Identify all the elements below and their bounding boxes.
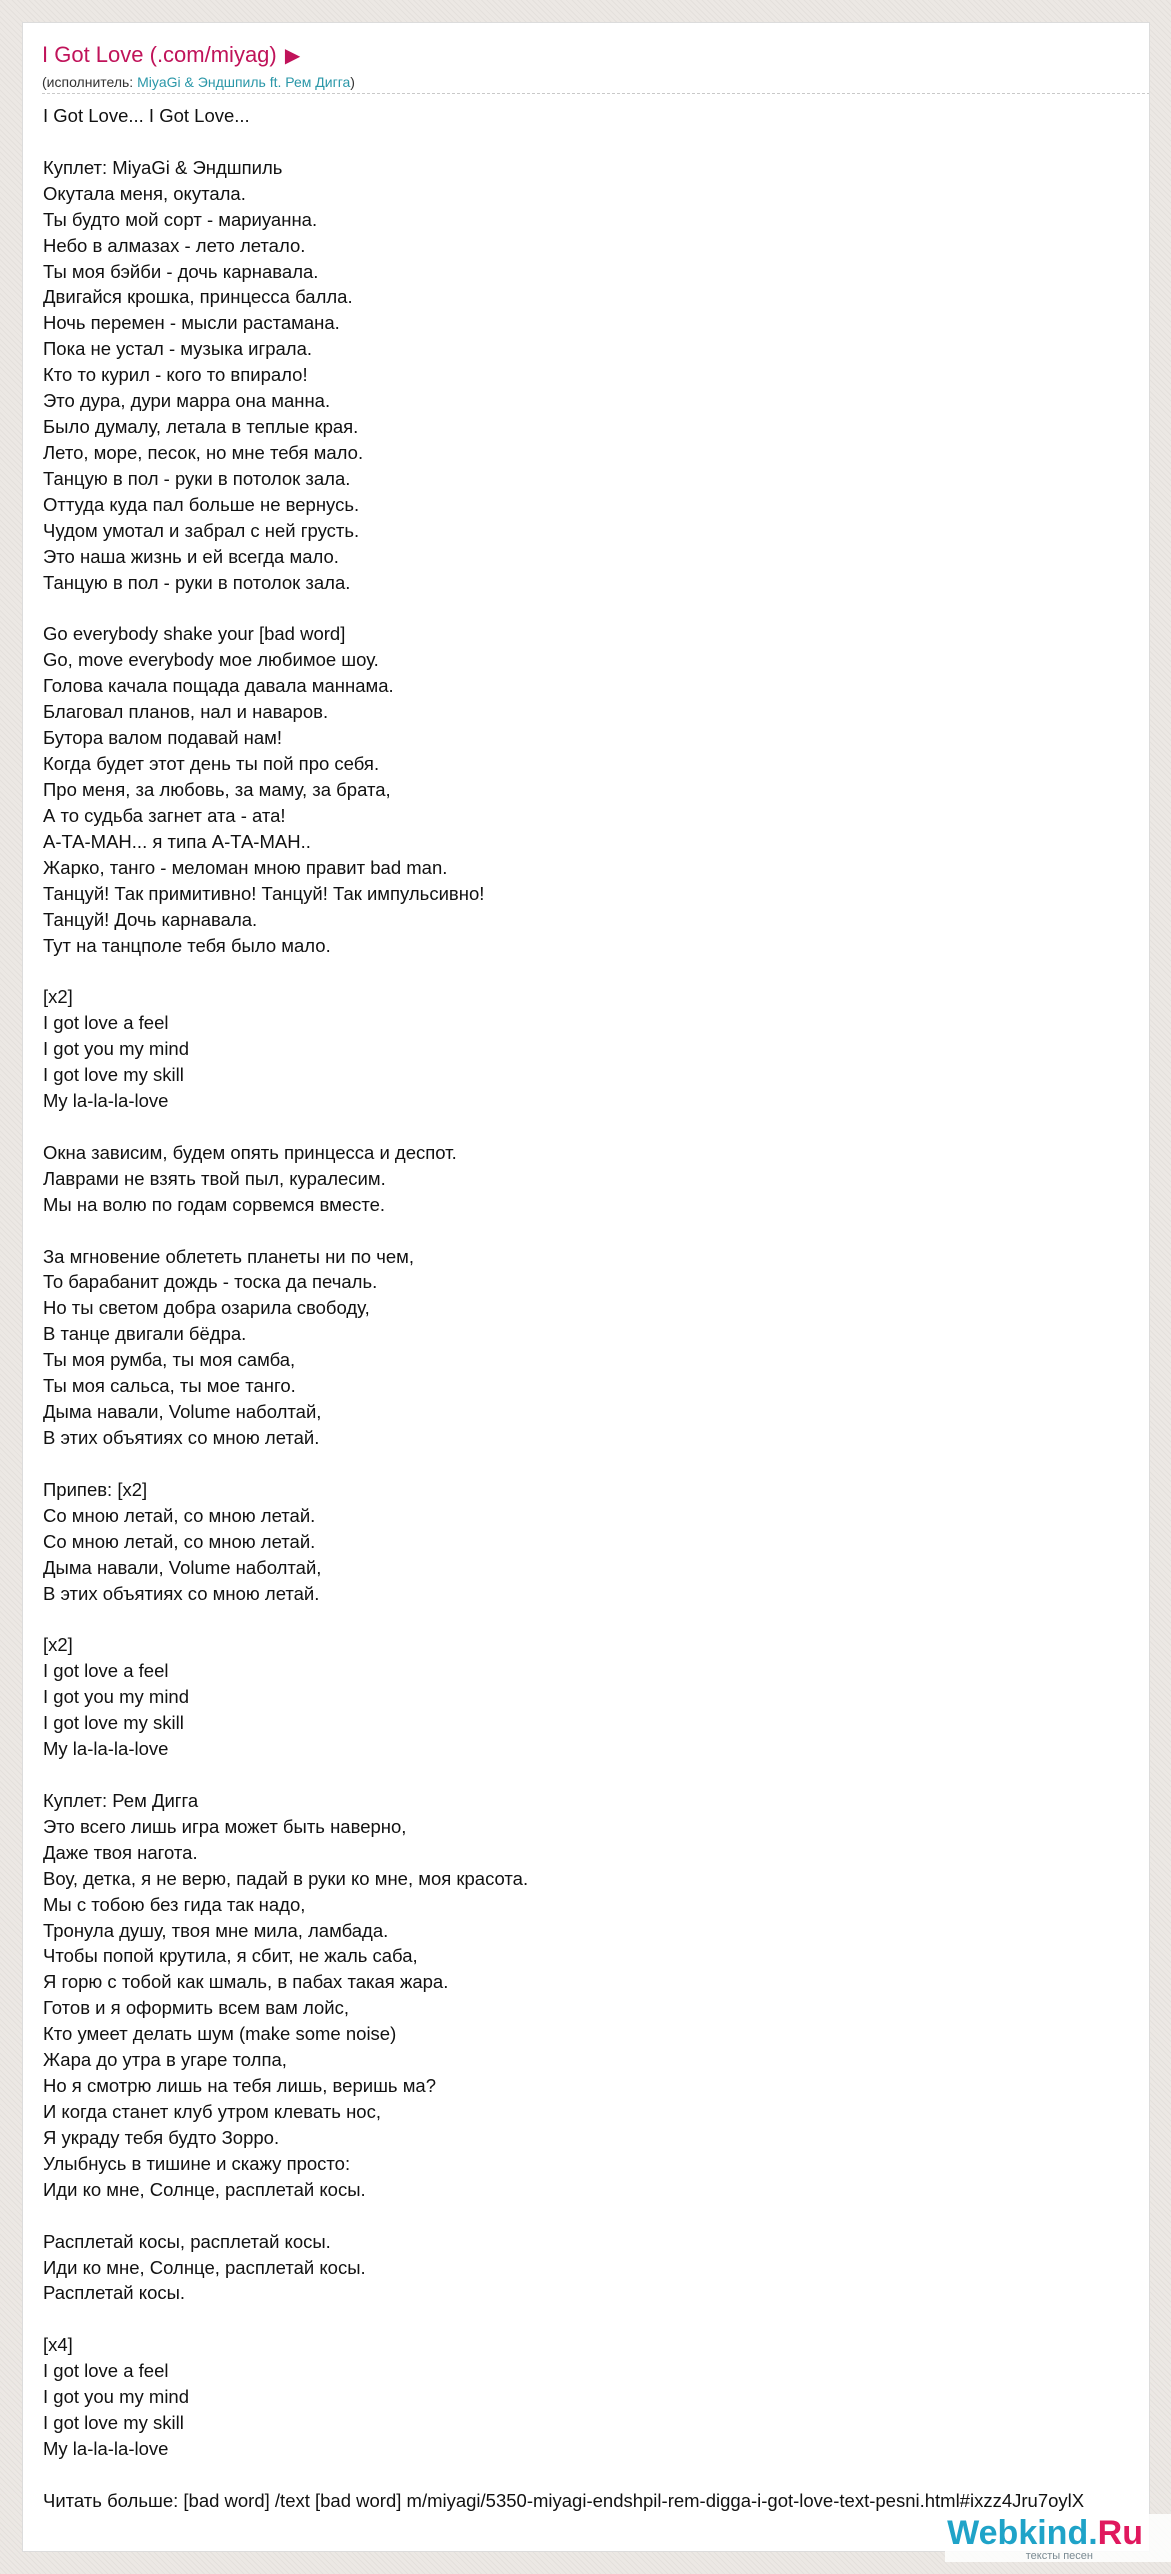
lyric-line: Танцуй! Так примитивно! Танцуй! Так импульсивно! <box>43 882 485 904</box>
lyric-line: [x2] <box>43 1634 73 1656</box>
lyric-line: В этих объятиях со мною летай. <box>43 1582 320 1604</box>
song-title-text[interactable]: I Got Love (.com/miyag) <box>42 42 277 67</box>
lyric-line: Дыма навали, Volume наболтай, <box>43 1401 322 1423</box>
lyric-line: Было думалу, летала в теплые края. <box>43 416 359 438</box>
watermark-logo <box>947 2514 1143 2552</box>
lyric-line: Со мною летай, со мною летай. <box>43 1504 316 1526</box>
lyric-line: I Got Love... I Got Love... <box>43 105 250 126</box>
lyric-line: В танце двигали бёдра. <box>43 1323 247 1345</box>
lyric-line: I got love a feel <box>43 1660 169 1682</box>
lyric-line: Но ты светом добра озарила свободу, <box>43 1297 370 1319</box>
lyric-line: Мы на волю по годам сорвемся вместе. <box>43 1193 386 1215</box>
lyric-line: Лето, море, песок, но мне тебя мало. <box>43 441 364 463</box>
lyric-line: My la-la-la-love <box>43 2437 169 2459</box>
lyric-line: Go, move everybody мое любимое шоу. <box>43 649 379 671</box>
lyric-line: Я горю с тобой как шмаль, в пабах такая жара. <box>43 1971 449 1993</box>
lyric-line: Расплетай косы. <box>43 2282 186 2304</box>
lyric-line: Припев: [x2] <box>43 1478 148 1500</box>
lyric-line: Дыма навали, Volume наболтай, <box>43 1556 322 1578</box>
lyric-line: А-ТА-МАН... я типа А-ТА-МАН.. <box>43 830 311 852</box>
lyric-line: Небо в алмазах - лето летало. <box>43 234 306 256</box>
lyrics-card <box>22 22 1150 2552</box>
lyric-line: Бутора валом подавай нам! <box>43 727 283 749</box>
song-title[interactable] <box>42 41 300 70</box>
lyric-line: [x4] <box>43 2334 73 2356</box>
lyric-line: И когда станет клуб утром клевать нос, <box>43 2100 381 2122</box>
performer-line <box>42 73 355 91</box>
lyric-line: Ты будто мой сорт - мариуанна. <box>43 208 318 230</box>
lyric-line: За мгновение облететь планеты ни по чем, <box>43 1245 415 1267</box>
lyric-line: Кто умеет делать шум (make some noise) <box>43 2023 397 2045</box>
lyric-line: Пока не устал - музыка играла. <box>43 338 313 360</box>
lyric-line: Расплетай косы, расплетай косы. <box>43 2230 331 2252</box>
lyric-line: I got you my mind <box>43 1038 190 1060</box>
lyric-line: Мы с тобою без гида так надо, <box>43 1893 306 1915</box>
lyric-line: Лаврами не взять твой пыл, куралесим. <box>43 1167 386 1189</box>
watermark-tld: Ru <box>1097 2514 1143 2552</box>
lyric-line: Воу, детка, я не верю, падай в руки ко мне, моя красота. <box>43 1867 529 1889</box>
lyric-line: Читать больше: [bad word] /text [bad word] m/miyagi/5350-miyagi-endshpil-rem-digga-i-got-love-text-pesni.html#ixzz4Jru7oylX <box>43 2489 1085 2511</box>
lyric-line: Go everybody shake your [bad word] <box>43 623 346 645</box>
lyric-line: My la-la-la-love <box>43 1738 169 1760</box>
lyric-line: Это дура, дури марра она манна. <box>43 390 331 412</box>
lyric-line: I got love my skill <box>43 1064 184 1086</box>
lyric-line: Но я смотрю лишь на тебя лишь, веришь ма? <box>43 2075 436 2097</box>
lyric-line: Ты моя румба, ты моя самба, <box>43 1349 296 1371</box>
watermark-brand: Webkind <box>947 2514 1089 2552</box>
lyric-line: Даже твоя нагота. <box>43 1841 198 1863</box>
lyric-line: Тут на танцполе тебя было мало. <box>43 934 331 956</box>
lyric-line: Ты моя сальса, ты мое танго. <box>43 1375 296 1397</box>
lyric-line: Голова качала пощада давала маннама. <box>43 675 394 697</box>
play-icon[interactable]: ▶ <box>284 45 301 67</box>
lyric-line: Окна зависим, будем опять принцесса и деспот. <box>43 1141 457 1163</box>
lyrics-text <box>43 103 1084 2514</box>
lyric-line: Жара до утра в угаре толпа, <box>43 2049 287 2071</box>
lyric-line: Тронула душу, твоя мне мила, ламбада. <box>43 1919 389 1941</box>
lyric-line: Улыбнусь в тишине и скажу просто: <box>43 2152 351 2174</box>
lyric-line: Я украду тебя будто Зорро. <box>43 2126 280 2148</box>
lyric-line: А то судьба загнет ата - ата! <box>43 804 286 826</box>
watermark-subtitle: тексты песен <box>1025 2550 1093 2562</box>
lyric-line: I got love a feel <box>43 2360 169 2382</box>
lyric-line: Готов и я оформить всем вам лойс, <box>43 1997 350 2019</box>
lyric-line: I got love a feel <box>43 1012 169 1034</box>
lyric-line: I got love my skill <box>43 2412 184 2434</box>
lyric-line: Про меня, за любовь, за маму, за брата, <box>43 778 391 800</box>
lyric-line: То барабанит дождь - тоска да печаль. <box>43 1271 378 1293</box>
site-watermark <box>945 2514 1171 2562</box>
lyric-line: [x2] <box>43 986 73 1008</box>
lyric-line: В этих объятиях со мною летай. <box>43 1427 320 1449</box>
performer-suffix: ) <box>350 74 355 90</box>
lyric-line: Куплет: Рем Дигга <box>43 1789 199 1811</box>
lyric-line: Чудом умотал и забрал с ней грусть. <box>43 519 360 541</box>
lyric-line: Иди ко мне, Солнце, расплетай косы. <box>43 2256 366 2278</box>
lyric-line: Благовал планов, нал и наваров. <box>43 701 329 723</box>
performer-link[interactable]: MiyaGi & Эндшпиль ft. Рем Дигга <box>137 74 351 90</box>
header-divider <box>42 93 1150 94</box>
lyric-line: I got love my skill <box>43 1712 184 1734</box>
lyric-line: Куплет: MiyaGi & Эндшпиль <box>43 156 283 178</box>
lyric-line: Это всего лишь игра может быть наверно, <box>43 1815 407 1837</box>
performer-prefix: (исполнитель: <box>42 74 138 90</box>
lyric-line: I got you my mind <box>43 2386 190 2408</box>
lyric-line: Ночь перемен - мысли растамана. <box>43 312 340 334</box>
lyric-line: Двигайся крошка, принцесса балла. <box>43 286 353 308</box>
lyric-line: Со мною летай, со мною летай. <box>43 1530 316 1552</box>
lyric-line: My la-la-la-love <box>43 1090 169 1112</box>
lyric-line: Кто то курил - кого то впирало! <box>43 364 308 386</box>
lyric-line: Когда будет этот день ты пой про себя. <box>43 753 380 775</box>
lyric-line: Оттуда куда пал больше не вернусь. <box>43 493 360 515</box>
lyric-line: Чтобы попой крутила, я сбит, не жаль саба, <box>43 1945 418 1967</box>
lyric-line: I got you my mind <box>43 1686 190 1708</box>
lyric-line: Иди ко мне, Солнце, расплетай косы. <box>43 2178 366 2200</box>
lyric-line: Это наша жизнь и ей всегда мало. <box>43 545 339 567</box>
lyric-line: Окутала меня, окутала. <box>43 182 246 204</box>
lyric-line: Танцую в пол - руки в потолок зала. <box>43 467 351 489</box>
lyric-line: Танцуй! Дочь карнавала. <box>43 908 258 930</box>
lyric-line: Танцую в пол - руки в потолок зала. <box>43 571 351 593</box>
lyric-line: Ты моя бэйби - дочь карнавала. <box>43 260 319 282</box>
lyric-line: Жарко, танго - меломан мною правит bad man. <box>43 856 448 878</box>
watermark-dot: . <box>1088 2514 1098 2552</box>
